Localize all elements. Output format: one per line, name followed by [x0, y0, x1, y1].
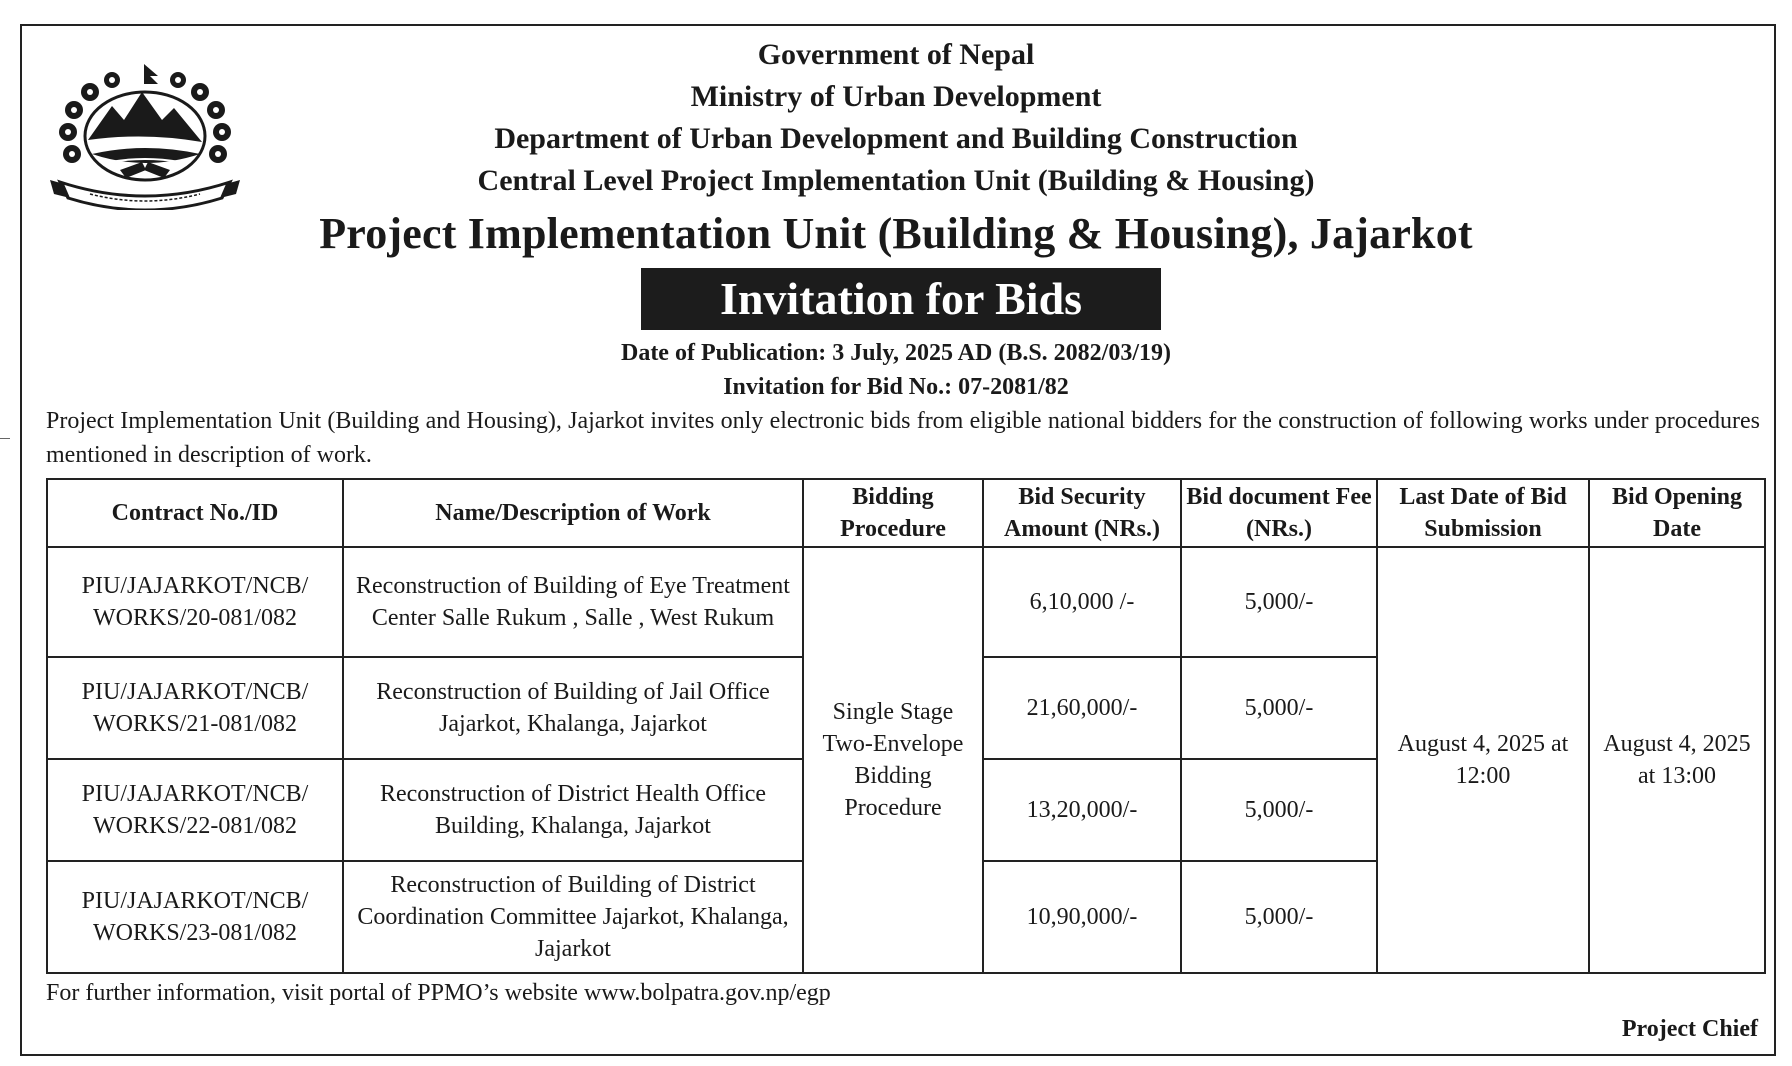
header-government: Government of Nepal	[757, 38, 1035, 71]
contract-cell: PIU/JAJARKOT/NCB/ WORKS/22-081/082	[47, 759, 343, 861]
security-cell: 21,60,000/-	[983, 657, 1181, 759]
procedure-cell: Single Stage Two-Envelope Bidding Procedure	[803, 547, 983, 973]
publication-date: Date of Publication: 3 July, 2025 AD (B.S. 2082/03/19)	[620, 340, 1172, 366]
header-security: Bid Security Amount (NRs.)	[983, 479, 1181, 547]
notice-title: Invitation for Bids	[641, 268, 1161, 330]
fee-cell: 5,000/-	[1181, 657, 1377, 759]
opening-cell: August 4, 2025 at 13:00	[1589, 547, 1765, 973]
header-fee: Bid document Fee (NRs.)	[1181, 479, 1377, 547]
contract-cell: PIU/JAJARKOT/NCB/ WORKS/21-081/082	[47, 657, 343, 759]
intro-paragraph: Project Implementation Unit (Building and Housing), Jajarkot invites only electronic bids from eligible national bidders for the construction of following works under procedures mentioned in description of work.	[46, 408, 1760, 468]
table-header-row	[47, 479, 1765, 547]
contract-cell: PIU/JAJARKOT/NCB/ WORKS/20-081/082	[47, 547, 343, 657]
header-contract: Contract No./ID	[47, 479, 343, 547]
security-cell: 6,10,000 /-	[983, 547, 1181, 657]
description-cell: Reconstruction of Building of Jail Office Jajarkot, Khalanga, Jajarkot	[343, 657, 803, 759]
contract-cell: PIU/JAJARKOT/NCB/ WORKS/23-081/082	[47, 861, 343, 973]
margin-tick	[0, 438, 10, 439]
bid-number: Invitation for Bid No.: 07-2081/82	[723, 374, 1069, 400]
security-cell: 13,20,000/-	[983, 759, 1181, 861]
signatory: Project Chief	[1621, 1016, 1758, 1042]
bids-table	[46, 478, 1766, 974]
header-department: Department of Urban Development and Building Construction	[494, 122, 1298, 155]
header-opening: Bid Opening Date	[1589, 479, 1765, 547]
header-central-unit: Central Level Project Implementation Unit (Building & Housing)	[477, 164, 1315, 197]
description-cell: Reconstruction of District Health Office Building, Khalanga, Jajarkot	[343, 759, 803, 861]
description-cell: Reconstruction of Building of Eye Treatment Center Salle Rukum , Salle , West Rukum	[343, 547, 803, 657]
header-last-date: Last Date of Bid Submission	[1377, 479, 1589, 547]
header-ministry: Ministry of Urban Development	[690, 80, 1102, 113]
description-cell: Reconstruction of Building of District Coordination Committee Jajarkot, Khalanga, Jajarkot	[343, 861, 803, 973]
header-office: Project Implementation Unit (Building & Housing), Jajarkot	[319, 209, 1473, 258]
footer-info: For further information, visit portal of PPMO’s website www.bolpatra.gov.np/egp	[46, 980, 831, 1006]
fee-cell: 5,000/-	[1181, 861, 1377, 973]
header-description: Name/Description of Work	[343, 479, 803, 547]
fee-cell: 5,000/-	[1181, 547, 1377, 657]
table-row	[47, 547, 1765, 657]
fee-cell: 5,000/-	[1181, 759, 1377, 861]
security-cell: 10,90,000/-	[983, 861, 1181, 973]
header-procedure: Bidding Procedure	[803, 479, 983, 547]
last-date-cell: August 4, 2025 at 12:00	[1377, 547, 1589, 973]
